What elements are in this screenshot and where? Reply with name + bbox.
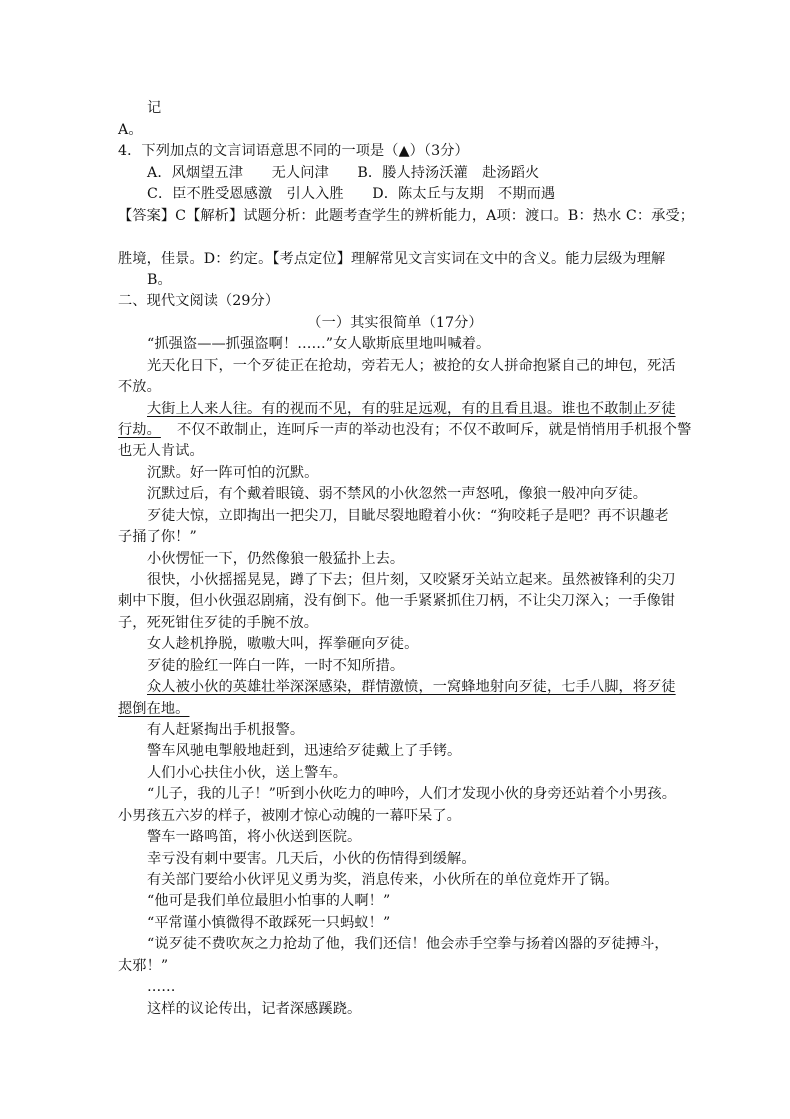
paragraph-line: 有人赶紧掏出手机报警。 bbox=[147, 722, 305, 738]
paragraph-line: 小男孩五六岁的样子，被刚才惊心动魄的一幕吓呆了。 bbox=[118, 808, 461, 824]
paragraph-line: 警车风驰电掣般地赶到，迅速给歹徒戴上了手铐。 bbox=[147, 743, 462, 759]
paragraph-line: 小伙愣怔一下，仍然像狼一般猛扑上去。 bbox=[147, 551, 405, 567]
paragraph-line: 这样的议论传出，记者深感蹊跷。 bbox=[147, 1001, 362, 1017]
paragraph-line: 子捅了你！” bbox=[118, 529, 197, 545]
text-line-2: A。 bbox=[118, 122, 143, 138]
paragraph-line: 有关部门要给小伙评见义勇为奖，消息传来，小伙所在的单位竟炸开了锅。 bbox=[147, 872, 619, 888]
paragraph-line: 刺中下腹，但小伙强忍剧痛，没有倒下。他一手紧紧抓住刀柄，不让尖刀深入；一手像钳 bbox=[118, 593, 676, 609]
paragraph-line: “儿子，我的儿子！”听到小伙吃力的呻吟，人们才发现小伙的身旁还站着个小男孩。 bbox=[147, 786, 677, 802]
question-4-options-cd: C．臣不胜受恩感激 引人入胜 D．陈太丘与友期 不期而遇 bbox=[147, 186, 556, 202]
paragraph-line: 警车一路鸣笛，将小伙送到医院。 bbox=[147, 829, 362, 845]
paragraph-line: 光天化日下，一个歹徒正在抢劫，旁若无人；被抢的女人拼命抱紧自己的坤包，死活 bbox=[147, 358, 676, 374]
answer-analysis-line-2: 胜境，佳景。D：约定。【考点定位】理解常见文言实词在文中的含义。能力层级为理解 bbox=[118, 251, 666, 267]
paragraph-line: 幸亏没有刺中要害。几天后，小伙的伤情得到缓解。 bbox=[147, 851, 476, 867]
paragraph-line: 子，死死钳住歹徒的手腕不放。 bbox=[118, 615, 319, 631]
paragraph-line: 人们小心扶住小伙，送上警车。 bbox=[147, 765, 348, 781]
paragraph-line: 歹徒大惊，立即掏出一把尖刀，目眦尽裂地瞪着小伙：“狗咬耗子是吧？再不识趣老 bbox=[147, 508, 669, 524]
section-heading: 二、现代文阅读（29分） bbox=[118, 293, 280, 309]
question-4-options-ab: A．风烟望五津 无人问津 B．媵人持汤沃灌 赴汤蹈火 bbox=[147, 165, 540, 181]
text-line-1: 记 bbox=[147, 100, 162, 116]
paragraph-line: 女人趁机挣脱，嗷嗷大叫，挥拳砸向歹徒。 bbox=[147, 636, 419, 652]
underlined-sentence: 众人被小伙的英雄壮举深深感染，群情激愤，一窝蜂地射向歹徒，七手八脚，将歹徒 bbox=[147, 679, 676, 695]
paragraph-line: 沉默过后，有个戴着眼镜、弱不禁风的小伙忽然一声怒吼，像狼一般冲向歹徒。 bbox=[147, 486, 648, 502]
paragraph-line: 不仅不敢制止，连呵斥一声的举动也没有；不仅不敢呵斥，就是悄悄用手机报个警 bbox=[177, 422, 692, 438]
underlined-sentence: 行劫。 bbox=[118, 422, 161, 438]
paragraph-line: “抓强盗——抓强盗啊！……”女人歇斯底里地叫喊着。 bbox=[147, 336, 491, 352]
paragraph-line: “平常谨小慎微得不敢踩死一只蚂蚁！” bbox=[147, 915, 391, 931]
question-4-stem: 4．下列加点的文言词语意思不同的一项是（▲）（3分） bbox=[118, 143, 469, 159]
paragraph-line: “他可是我们单位最胆小怕事的人啊！” bbox=[147, 893, 391, 909]
paragraph-line: 歹徒的脸红一阵白一阵，一时不知所措。 bbox=[147, 658, 405, 674]
paragraph-line: 也无人肯试。 bbox=[118, 443, 204, 459]
answer-analysis-line-3: B。 bbox=[147, 272, 172, 288]
underlined-sentence: 摁倒在地。 bbox=[118, 701, 190, 717]
answer-analysis-line-1: 【答案】C【解析】试题分析：此题考查学生的辨析能力，A项：渡口。B：热水 C：承受； bbox=[118, 208, 695, 224]
paragraph-line: …… bbox=[147, 979, 176, 995]
paragraph-line: “说歹徒不费吹灰之力抢劫了他，我们还信！他会赤手空拳与扬着凶器的歹徒搏斗， bbox=[147, 936, 669, 952]
passage-title: （一）其实很简单（17分） bbox=[307, 315, 483, 331]
paragraph-line: 很快，小伙摇摇晃晃，蹲了下去；但片刻，又咬紧牙关站立起来。虽然被锋利的尖刀 bbox=[147, 572, 676, 588]
paragraph-line: 太邪！” bbox=[118, 958, 169, 974]
underlined-sentence: 大街上人来人往。有的视而不见，有的驻足远观，有的且看且退。谁也不敢制止歹徒 bbox=[147, 401, 676, 417]
paragraph-line: 不放。 bbox=[118, 379, 161, 395]
paragraph-line: 沉默。好一阵可怕的沉默。 bbox=[147, 465, 319, 481]
